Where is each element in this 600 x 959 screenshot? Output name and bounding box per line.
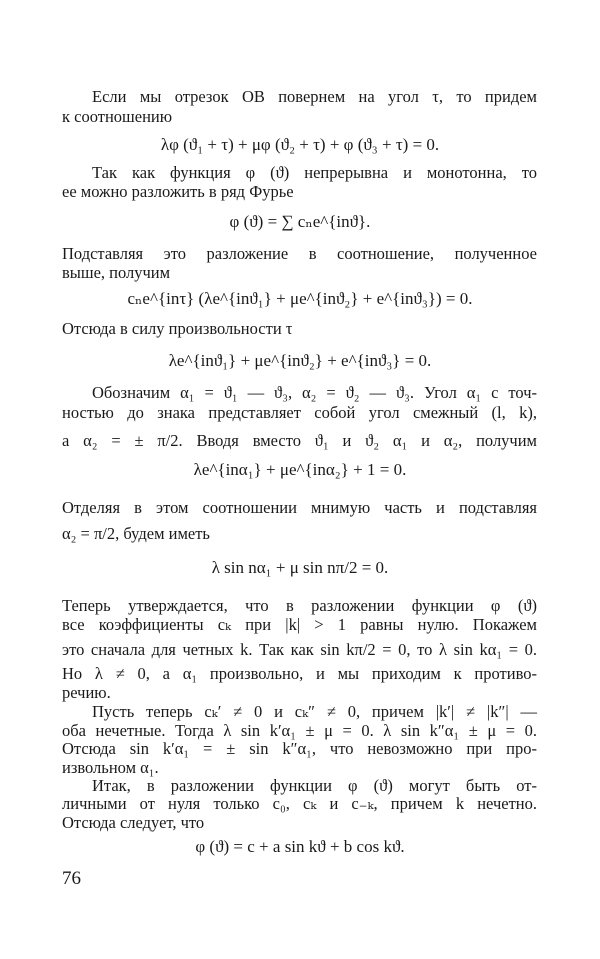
text-line: Отделяя в этом соотношении мнимую часть и подставляя xyxy=(62,498,537,517)
page-number: 76 xyxy=(62,868,81,889)
text-line: личными от нуля только c₀, cₖ и c₋ₖ, причем k нечетно. xyxy=(62,794,537,813)
text-line: ностью до знака представляет собой угол смежный (l, k), xyxy=(62,403,537,422)
text-line: а α₂ = ± π/2. Вводя вместо ϑ₁ и ϑ₂ α₁ и α₂, получим xyxy=(62,431,537,450)
equation: λe^{inα₁} + μe^{inα₂} + 1 = 0. xyxy=(193,460,407,479)
text-line: Итак, в разложении функции φ (ϑ) могут быть от- xyxy=(92,776,537,795)
text-line: Подставляя это разложение в соотношение, полученное xyxy=(62,244,537,263)
text-line: Обозначим α₁ = ϑ₁ — ϑ₃, α₂ = ϑ₂ — ϑ₃. Угол α₁ с точ- xyxy=(92,383,537,402)
text-line: Отсюда в силу произвольности τ xyxy=(62,319,293,338)
text-line: выше, получим xyxy=(62,263,171,282)
text-line: Теперь утверждается, что в разложении функции φ (ϑ) xyxy=(62,596,537,615)
text-line: Но λ ≠ 0, а α₁ произвольно, и мы приходим к противо- xyxy=(62,664,537,683)
text-line: извольном α₁. xyxy=(62,758,159,777)
text-line: оба нечетные. Тогда λ sin k′α₁ ± μ = 0. λ sin k″α₁ ± μ = 0. xyxy=(62,721,537,740)
equation: cₙe^{inτ} (λe^{inϑ₁} + μe^{inϑ₂} + e^{inϑ₃}) = 0. xyxy=(127,289,473,308)
text-line: Если мы отрезок OB повернем на угол τ, то придем xyxy=(92,87,537,106)
text-line: Так как функция φ (ϑ) непрерывна и монотонна, то xyxy=(92,163,537,182)
text-line: это сначала для четных k. Так как sin kπ/2 = 0, то λ sin kα₁ = 0. xyxy=(62,640,537,659)
text-line: речию. xyxy=(62,683,111,702)
text-line: все коэффициенты cₖ при |k| > 1 равны нулю. Покажем xyxy=(62,615,537,634)
text-line: Пусть теперь cₖ′ ≠ 0 и cₖ″ ≠ 0, причем |k′| ≠ |k″| — xyxy=(92,702,537,721)
text-line: Отсюда sin k′α₁ = ± sin k″α₁, что невозможно при про- xyxy=(62,739,537,758)
equation: λ sin nα₁ + μ sin nπ/2 = 0. xyxy=(211,558,389,577)
text-line: α₂ = π/2, будем иметь xyxy=(62,524,210,543)
text-line: к соотношению xyxy=(62,107,173,126)
equation: λe^{inϑ₁} + μe^{inϑ₂} + e^{inϑ₃} = 0. xyxy=(168,351,432,370)
equation: λφ (ϑ₁ + τ) + μφ (ϑ₂ + τ) + φ (ϑ₃ + τ) = 0. xyxy=(160,135,440,154)
equation: φ (ϑ) = ∑ cₙe^{inϑ}. xyxy=(229,212,371,231)
text-line: ее можно разложить в ряд Фурье xyxy=(62,182,294,201)
equation: φ (ϑ) = c + a sin kϑ + b cos kϑ. xyxy=(195,837,405,856)
text-line: Отсюда следует, что xyxy=(62,813,205,832)
